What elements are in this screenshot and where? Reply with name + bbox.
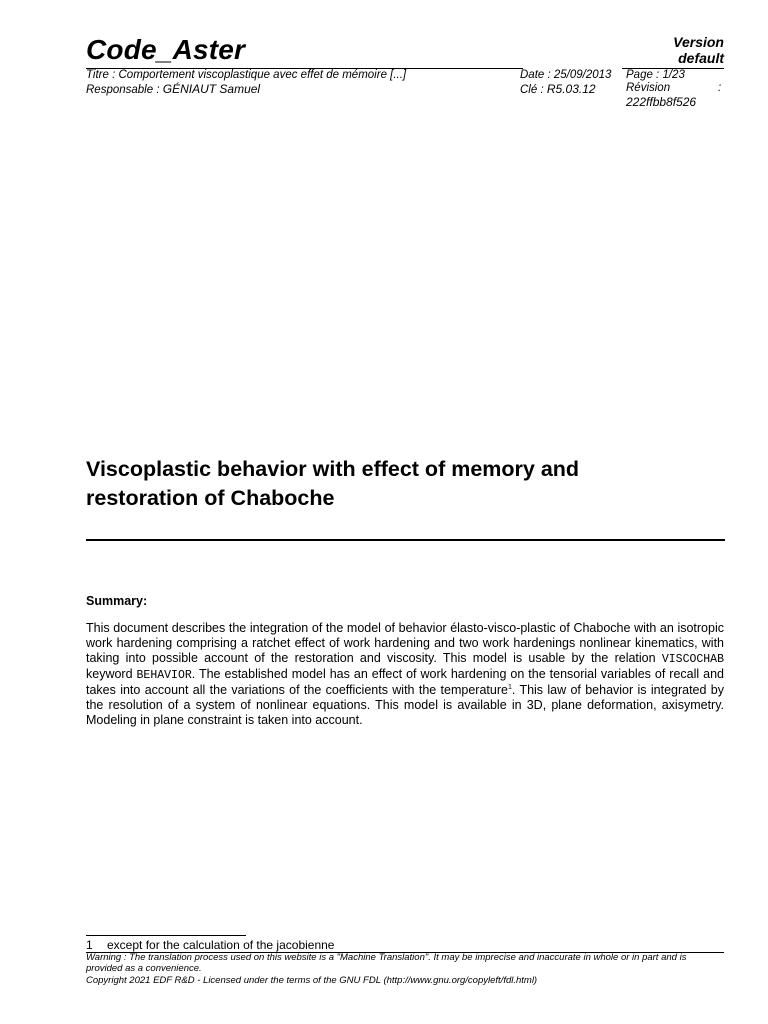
revision-value: 222ffbb8f526: [626, 95, 697, 109]
translation-warning: Warning : The translation process used on this website is a "Machine Translation". It may be imprecise and inaccurate in whole or in part and is provided as a convenience.: [86, 952, 687, 974]
titre-label: Titre :: [86, 69, 116, 81]
summary-text-1: This document describes the integration of the model of behavior élasto-visco-plastic of Chaboche with an isotropic work hardening comprising a ratchet effect of work hardening and two work hardenings nonlinear kinematics, with taking into possible account of the restoration and viscosity. This model is usable by the relation: [86, 621, 724, 665]
version-block: [673, 34, 724, 66]
title-divider: [86, 539, 725, 541]
footnote-ref[interactable]: 1: [507, 683, 512, 691]
responsable-value: GÉNIAUT Samuel: [162, 82, 261, 96]
page-value: 1/23: [662, 69, 685, 81]
date-value: 25/09/2013: [553, 69, 612, 81]
brand-logo-text: Code_Aster: [86, 34, 246, 65]
keyword-viscochab: VISCOCHAB: [661, 653, 724, 666]
document-title: [86, 455, 726, 513]
cle-label: Clé :: [520, 84, 544, 96]
footnote-text: except for the calculation of the jacobienne: [107, 938, 335, 952]
summary-paragraph: [86, 621, 724, 728]
version-value: default: [678, 50, 724, 66]
titre-line: [86, 68, 406, 82]
titre-value: Comportement viscoplastique avec effet de mémoire [...]: [118, 69, 407, 81]
revision-colon: :: [718, 82, 722, 94]
cle-line: [520, 82, 596, 97]
cle-value: R5.03.12: [546, 82, 596, 96]
title-line-1: Viscoplastic behavior with effect of memory and: [86, 457, 580, 481]
version-label: Version: [673, 34, 724, 50]
date-label: Date :: [520, 69, 551, 81]
date-line: [520, 68, 611, 82]
footnote-divider: [86, 935, 246, 936]
page-line: [626, 68, 685, 82]
keyword-behavior: BEHAVIOR: [136, 669, 192, 682]
footnote-number: 1: [86, 938, 93, 952]
page-label: Page :: [626, 69, 660, 81]
summary-heading: Summary:: [86, 594, 148, 608]
title-line-2: restoration of Chaboche: [86, 486, 335, 510]
summary-text-4: . This law of behavior is integrated by the resolution of a system of nonlinear equations. This model is available in 3D, plane deformation, axisymetry. Modeling in plane constraint is taken into account.: [86, 683, 724, 727]
footnote: [86, 938, 334, 952]
summary-text-2: keyword: [86, 667, 133, 681]
responsable-label: Responsable :: [86, 84, 160, 96]
revision-label: Révision: [626, 82, 671, 94]
copyright-notice: Copyright 2021 EDF R&D - Licensed under the terms of the GNU FDL (http://www.gnu.org/copyleft/fdl.html): [86, 975, 538, 986]
responsable-line: [86, 82, 260, 97]
summary-text-3: . The established model has an effect of work hardening on the tensorial variables of recall and takes into account all the variations of the coefficients with the temperature: [86, 667, 724, 697]
